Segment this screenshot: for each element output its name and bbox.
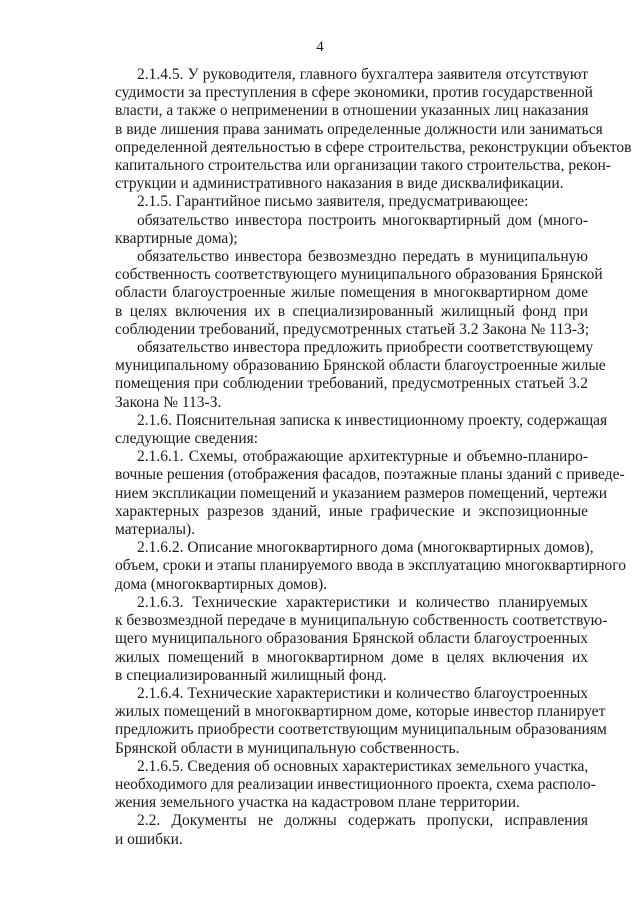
paragraph-line: характерных разрезов зданий, иные графические и экспозиционные	[115, 502, 588, 520]
paragraph-line: жилых помещений в многоквартирном доме в целях включения их	[115, 648, 588, 666]
paragraph-line: 2.1.6.1. Схемы, отображающие архитектурные и объемно-планиро-	[137, 448, 588, 466]
paragraph-line: муниципальному образованию Брянской области благоустроенные жилые	[115, 357, 606, 375]
paragraph-line: власти, а также о неприменении в отношении указанных лиц наказания	[115, 102, 589, 120]
paragraph-line: 2.1.5. Гарантийное письмо заявителя, предусматривающее:	[137, 193, 529, 211]
paragraph-line: Брянской области в муниципальную собственность.	[115, 739, 460, 757]
paragraph-line: обязательство инвестора построить многоквартирный дом (много-	[137, 211, 588, 229]
paragraph-line: Закона № 113-З.	[115, 393, 222, 411]
paragraph-line: 2.1.6.2. Описание многоквартирного дома (многоквартирных домов),	[137, 539, 594, 557]
paragraph-line: 2.1.6. Пояснительная записка к инвестиционному проекту, содержащая	[137, 411, 608, 429]
page-number: 4	[316, 39, 324, 55]
paragraph	[115, 539, 626, 594]
paragraph-line: объем, сроки и этапы планируемого ввода в эксплуатацию многоквартирного	[115, 557, 626, 575]
document-body	[115, 66, 632, 849]
paragraph	[115, 193, 588, 211]
paragraph	[115, 593, 608, 685]
paragraph-line: обязательство инвестора предложить приобрести соответствующему	[137, 339, 594, 357]
paragraph-line: собственность соответствующего муниципального образования Брянской	[115, 266, 603, 284]
paragraph-line: следующие сведения:	[115, 430, 259, 448]
paragraph-line: вочные решения (отображения фасадов, поэтажные планы зданий с приведе-	[115, 466, 625, 484]
paragraph	[115, 248, 603, 339]
paragraph-line: струкции и административного наказания в виде дисквалификации.	[115, 175, 564, 193]
paragraph-line: предложить приобрести соответствующим муниципальным образованиям	[115, 721, 607, 739]
paragraph-line: необходимого для реализации инвестиционного проекта, схема располо-	[115, 775, 596, 793]
paragraph-line: 2.1.4.5. У руководителя, главного бухгалтера заявителя отсутствуют	[137, 66, 588, 83]
paragraph-line: капитального строительства или организации такого строительства, рекон-	[115, 157, 611, 175]
paragraph-line: области благоустроенные жилые помещения в многоквартирном доме	[115, 284, 588, 302]
paragraph-line: 2.1.6.5. Сведения об основных характеристиках земельного участка,	[137, 757, 589, 775]
paragraph-line: и ошибки.	[115, 830, 183, 848]
paragraph	[115, 339, 606, 412]
paragraph-line: нием экспликации помещений и указанием размеров помещений, чертежи	[115, 484, 608, 502]
paragraph-line: в целях включения их в специализированный жилищный фонд при	[115, 302, 588, 320]
paragraph-line: помещения при соблюдении требований, предусмотренных статьей 3.2	[115, 375, 588, 393]
paragraph-line: щего муниципального образования Брянской области благоустроенных	[115, 630, 588, 648]
paragraph-line: 2.1.6.4. Технические характеристики и количество благоустроенных	[137, 684, 588, 702]
paragraph-line: судимости за преступления в сфере экономики, против государственной	[115, 84, 593, 102]
paragraph-line: квартирные дома);	[115, 229, 238, 247]
paragraph	[115, 812, 588, 848]
paragraph	[115, 448, 625, 539]
paragraph-line: жилых помещений в многоквартирном доме, которые инвестор планирует	[115, 703, 606, 721]
paragraph	[115, 411, 608, 448]
paragraph	[115, 684, 607, 758]
paragraph	[115, 757, 596, 813]
paragraph-line: определенной деятельностью в сфере строительства, реконструкции объектов	[115, 138, 632, 156]
paragraph-line: в специализированный жилищный фонд.	[115, 666, 387, 684]
paragraph-line: в виде лишения права занимать определенные должности или заниматься	[115, 120, 603, 138]
paragraph-line: 2.2. Документы не должны содержать пропуски, исправления	[137, 812, 588, 830]
paragraph-line: обязательство инвестора безвозмездно передать в муниципальную	[137, 248, 588, 266]
paragraph-line: материалы).	[115, 521, 196, 539]
paragraph-line: жения земельного участка на кадастровом плане территории.	[115, 794, 520, 812]
paragraph-line: соблюдении требований, предусмотренных статьей 3.2 Закона № 113-З;	[115, 320, 590, 338]
paragraph	[115, 212, 588, 248]
paragraph-line: к безвозмездной передаче в муниципальную собственность соответствую-	[115, 612, 608, 630]
paragraph-line: дома (многоквартирных домов).	[115, 575, 328, 593]
paragraph	[115, 66, 632, 193]
paragraph-line: 2.1.6.3. Технические характеристики и количество планируемых	[137, 593, 588, 611]
